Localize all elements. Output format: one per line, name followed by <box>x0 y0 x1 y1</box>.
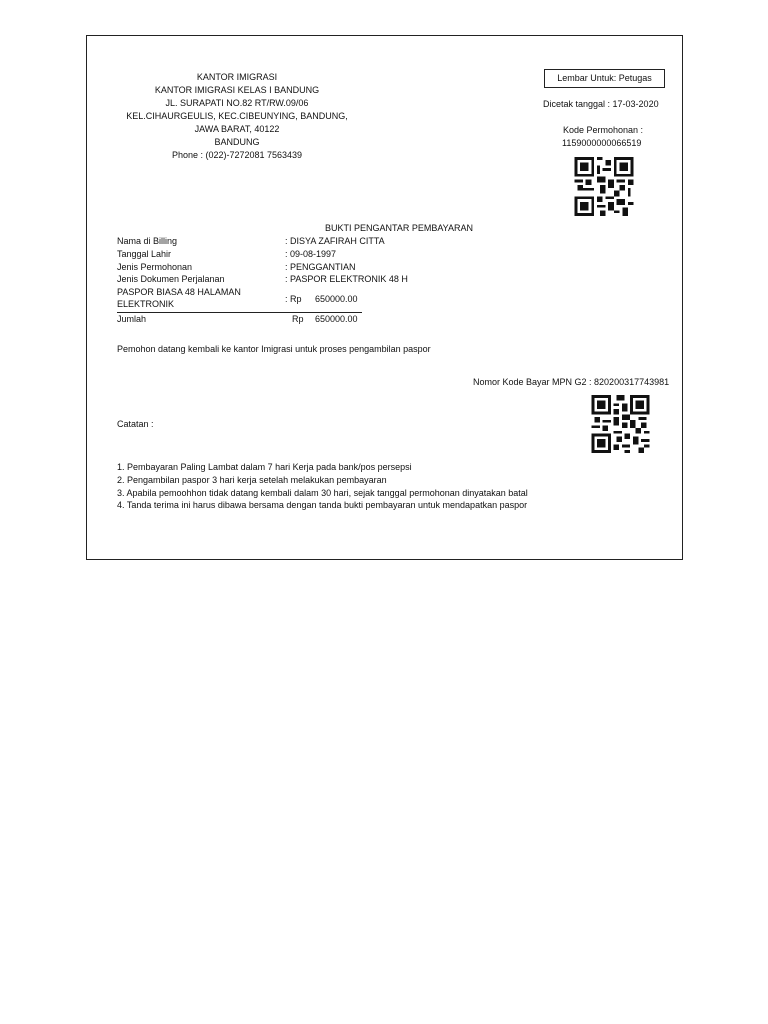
field-label-tanggal-lahir: Tanggal Lahir <box>117 249 172 259</box>
total-amount: 650000.00 <box>315 314 358 324</box>
lembar-untuk-box: Lembar Untuk: Petugas <box>544 69 665 88</box>
field-value-tanggal-lahir: : 09-08-1997 <box>285 249 337 259</box>
field-value-nama: : DISYA ZAFIRAH CITTA <box>285 236 385 246</box>
receipt-sheet <box>86 35 683 560</box>
item-currency: : Rp <box>285 294 302 304</box>
list-item: 1. Pembayaran Paling Lambat dalam 7 hari Kerja pada bank/pos persepsi <box>117 462 412 472</box>
field-label-jenis-permohonan: Jenis Permohonan <box>117 262 193 272</box>
field-value-jenis-dokumen: : PASPOR ELEKTRONIK 48 H <box>285 274 408 284</box>
list-item: 3. Apabila pemoohhon tidak datang kembali dalam 30 hari, sejak tanggal permohonan dinyatakan batal <box>117 488 528 498</box>
qr-code-icon <box>589 395 652 453</box>
qr-code-icon <box>573 157 635 216</box>
field-label-nama: Nama di Billing <box>117 236 178 246</box>
field-label-jenis-dokumen: Jenis Dokumen Perjalanan <box>117 274 225 284</box>
list-item: 2. Pengambilan paspor 3 hari kerja setelah melakukan pembayaran <box>117 475 387 485</box>
pickup-instruction: Pemohon datang kembali ke kantor Imigrasi untuk proses pengambilan paspor <box>117 344 431 354</box>
field-value-jenis-permohonan: : PENGGANTIAN <box>285 262 356 272</box>
office-district: KEL.CIHAURGEULIS, KEC.CIBEUNYING, BANDUNG, <box>126 111 348 121</box>
total-currency: Rp <box>292 314 304 324</box>
print-date: Dicetak tanggal : 17-03-2020 <box>543 99 659 109</box>
item-label-line2: ELEKTRONIK <box>117 299 175 309</box>
item-amount: 650000.00 <box>315 294 358 304</box>
list-item: 4. Tanda terima ini harus dibawa bersama dengan tanda bukti pembayaran untuk mendapatkan paspor <box>117 500 528 510</box>
item-label-line1: PASPOR BIASA 48 HALAMAN <box>117 287 241 297</box>
total-label: Jumlah <box>117 314 147 324</box>
office-phone: Phone : (022)-7272081 7563439 <box>171 150 303 160</box>
kode-permohonan-label: Kode Permohonan : <box>563 125 644 135</box>
total-divider <box>117 312 362 313</box>
office-street: JL. SURAPATI NO.82 RT/RW.09/06 <box>165 98 309 108</box>
office-province: JAWA BARAT, 40122 <box>194 124 280 134</box>
mpn-payment-code: Nomor Kode Bayar MPN G2 : 820200317743981 <box>473 377 670 387</box>
document-title: BUKTI PENGANTAR PEMBAYARAN <box>324 223 474 233</box>
catatan-label: Catatan : <box>117 419 154 429</box>
kode-permohonan-value: 1159000000066519 <box>562 138 642 148</box>
office-name: KANTOR IMIGRASI <box>196 72 278 82</box>
office-branch: KANTOR IMIGRASI KELAS I BANDUNG <box>154 85 320 95</box>
office-city: BANDUNG <box>214 137 260 147</box>
